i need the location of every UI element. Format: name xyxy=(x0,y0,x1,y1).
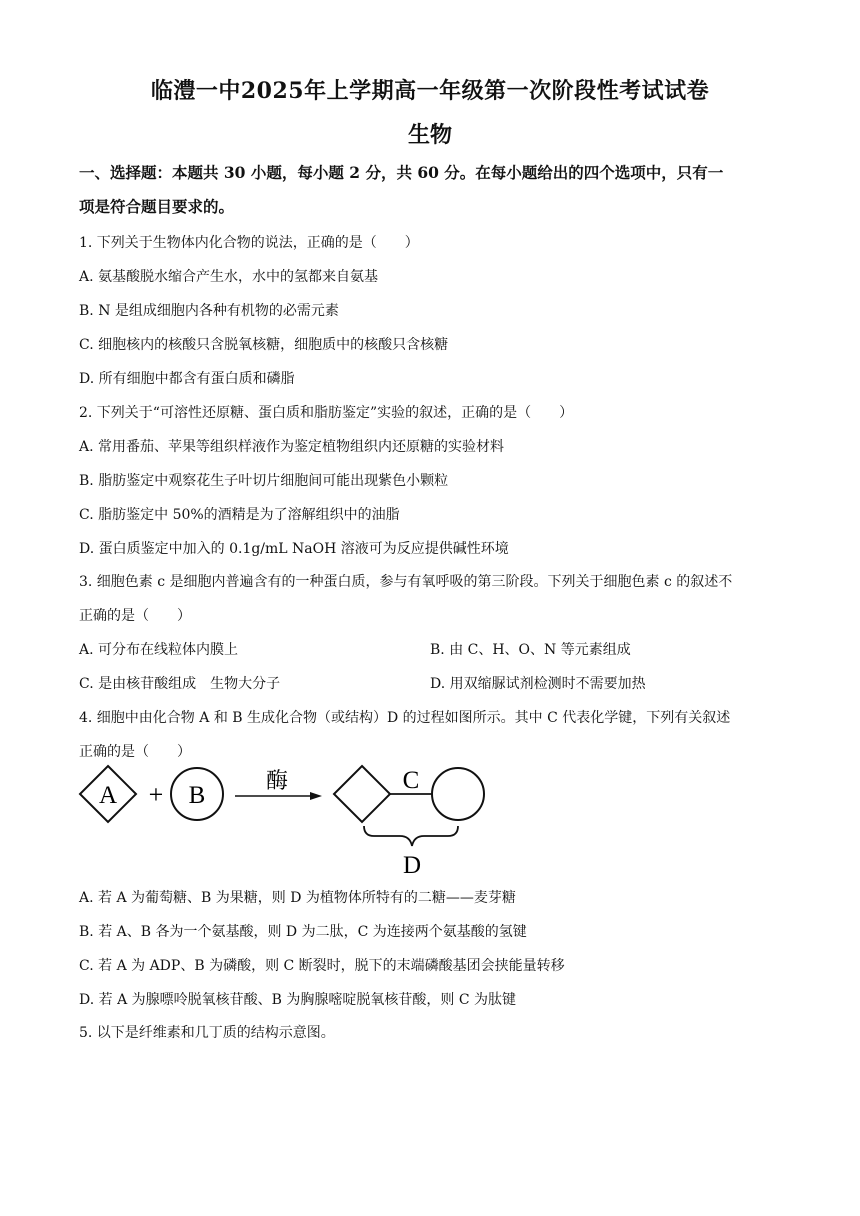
section-heading xyxy=(79,156,779,224)
q1-option-d: D. 所有细胞中都含有蛋白质和磷脂 xyxy=(79,371,295,387)
q5-stem: 5. 以下是纤维素和几丁质的结构示意图。 xyxy=(79,1025,335,1041)
section-heading-line2: 项是符合题目要求的。 xyxy=(79,197,235,216)
q3-option-a: A. 可分布在线粒体内膜上 xyxy=(79,642,239,658)
label-b: B xyxy=(188,782,206,809)
q4-option-c: C. 若 A 为 ADP、B 为磷酸，则 C 断裂时，脱下的末端磷酸基团会挟能量转移 xyxy=(79,958,565,974)
q3-option-d: D. 用双缩脲试剂检测时不需要加热 xyxy=(430,676,646,692)
q1-stem: 1. 下列关于生物体内化合物的说法，正确的是（ ） xyxy=(79,235,419,251)
q1-option-c: C. 细胞核内的核酸只含脱氧核糖，细胞质中的核酸只含核糖 xyxy=(79,337,449,353)
product-diamond-shape xyxy=(334,766,390,822)
q1-option-a: A. 氨基酸脱水缩合产生水，水中的氢都来自氨基 xyxy=(79,269,379,285)
q4-stem-line2: 正确的是（ ） xyxy=(79,744,191,760)
q2-option-b: B. 脂肪鉴定中观察花生子叶切片细胞间可能出现紫色小颗粒 xyxy=(79,473,449,489)
q3-option-c: C. 是由核苷酸组成 生物大分子 xyxy=(79,676,281,692)
q4-option-d: D. 若 A 为腺嘌呤脱氧核苷酸、B 为胸腺嘧啶脱氧核苷酸，则 C 为肽键 xyxy=(79,992,516,1008)
arrow-head-icon xyxy=(310,792,322,800)
q2-option-d: D. 蛋白质鉴定中加入的 0.1g/mL NaOH 溶液可为反应提供碱性环境 xyxy=(79,541,509,557)
label-c: C xyxy=(402,767,420,794)
plus-sign: + xyxy=(148,780,164,809)
q3-stem-line2: 正确的是（ ） xyxy=(79,608,191,624)
q3-option-b: B. 由 C、H、O、N 等元素组成 xyxy=(430,642,631,658)
reaction-diagram xyxy=(76,758,516,880)
q4-stem-line1: 4. 细胞中由化合物 A 和 B 生成化合物（或结构）D 的过程如图所示。其中 C 代表化学键，下列有关叙述 xyxy=(79,710,731,726)
q1-option-b: B. N 是组成细胞内各种有机物的必需元素 xyxy=(79,303,339,319)
label-a: A xyxy=(98,782,118,809)
q3-stem-line1: 3. 细胞色素 c 是细胞内普遍含有的一种蛋白质，参与有氧呼吸的第三阶段。下列关于细胞色素 c 的叙述不 xyxy=(79,574,733,590)
enzyme-label: 酶 xyxy=(265,769,289,794)
product-circle-shape xyxy=(432,768,484,820)
brace-icon xyxy=(364,826,458,846)
q4-option-b: B. 若 A、B 各为一个氨基酸，则 D 为二肽，C 为连接两个氨基酸的氢键 xyxy=(79,924,527,940)
q2-stem: 2. 下列关于“可溶性还原糖、蛋白质和脂肪鉴定”实验的叙述，正确的是（ ） xyxy=(79,405,574,421)
q4-option-a: A. 若 A 为葡萄糖、B 为果糖，则 D 为植物体所特有的二糖——麦芽糖 xyxy=(79,890,516,906)
section-heading-line1: 一、选择题：本题共 30 小题，每小题 2 分，共 60 分。在每小题给出的四个选项中，只有一 xyxy=(79,163,724,182)
exam-title: 临澧一中2025年上学期高一年级第一次阶段性考试试卷 xyxy=(150,78,710,104)
subject-title: 生物 xyxy=(407,122,452,148)
label-d: D xyxy=(402,852,422,879)
q2-option-c: C. 脂肪鉴定中 50%的酒精是为了溶解组织中的油脂 xyxy=(79,507,400,523)
q2-option-a: A. 常用番茄、苹果等组织样液作为鉴定植物组织内还原糖的实验材料 xyxy=(79,439,505,455)
